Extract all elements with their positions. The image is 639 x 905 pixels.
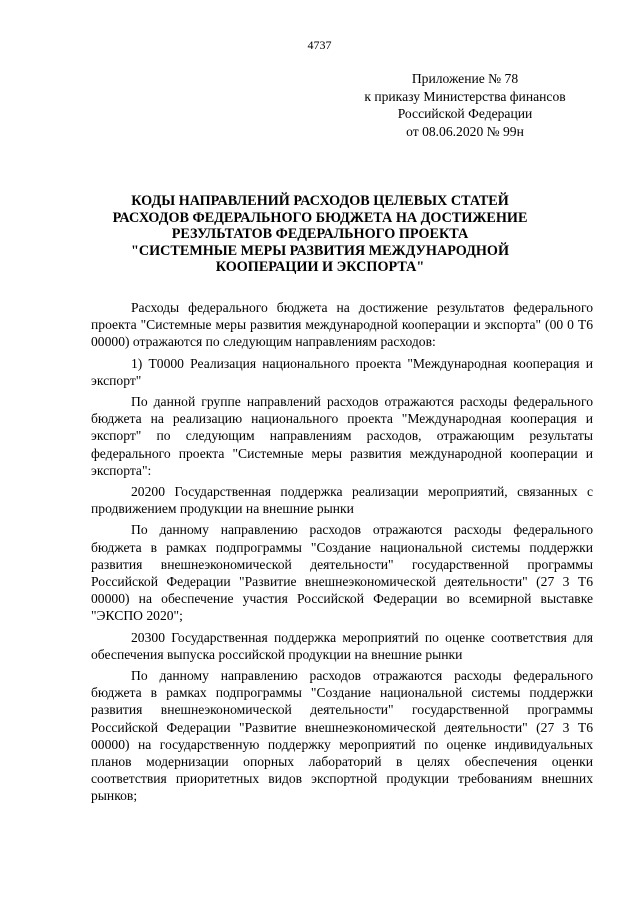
appendix-header	[330, 70, 600, 140]
body-paragraph: 20300 Государственная поддержка мероприятий по оценке соответствия для обеспечения выпуска российской продукции на внешние рынки	[91, 629, 593, 662]
document-body	[91, 299, 593, 809]
body-paragraph: 1) Т0000 Реализация национального проекта "Международная кооперация и экспорт"	[91, 355, 593, 388]
appendix-date: от 08.06.2020 № 99н	[406, 123, 524, 139]
body-paragraph: По данному направлению расходов отражаются расходы федерального бюджета в рамках подпрограммы "Создание национальной системы поддержки развития внешнеэкономической деятельности" государственной программы Российской Федерации "Развитие внешнеэкономической деятельности" (27 3 Т6 00000) на обеспечение участия Российской Федерации во всемирной выставке "ЭКСПО 2020";	[91, 522, 593, 624]
body-paragraph: Расходы федерального бюджета на достижение результатов федерального проекта "Системные меры развития международной кооперации и экспорта" (00 0 Т6 00000) отражаются по следующим направлениям расходов:	[91, 300, 593, 350]
appendix-order-ref: к приказу Министерства финансов	[364, 88, 566, 104]
body-paragraph: 20200 Государственная поддержка реализации мероприятий, связанных с продвижением продукции на внешние рынки	[91, 484, 593, 517]
title-line: "СИСТЕМНЫЕ МЕРЫ РАЗВИТИЯ МЕЖДУНАРОДНОЙ	[130, 242, 509, 259]
appendix-number: Приложение № 78	[411, 71, 519, 86]
appendix-country: Российской Федерации	[397, 106, 533, 121]
title-line: КОДЫ НАПРАВЛЕНИЙ РАСХОДОВ ЦЕЛЕВЫХ СТАТЕЙ	[131, 193, 509, 209]
body-paragraph: По данному направлению расходов отражаются расходы федерального бюджета в рамках подпрограммы "Создание национальной системы поддержки развития внешнеэкономической деятельности" государственной программы Российской Федерации "Развитие внешнеэкономической деятельности" (27 3 Т6 00000) на государственную поддержку мероприятий по оценке индивидуальных планов модернизации опорных лабораторий в целях обеспечения оценки соответствия приоритетных видов экспортной продукции требованиям внешних рынков;	[91, 668, 593, 804]
page-number: 4737	[307, 38, 332, 52]
title-line: КООПЕРАЦИИ И ЭКСПОРТА"	[215, 259, 425, 276]
document-title	[80, 193, 560, 276]
title-line: РАСХОДОВ ФЕДЕРАЛЬНОГО БЮДЖЕТА НА ДОСТИЖЕНИЕ	[112, 209, 528, 226]
title-line: РЕЗУЛЬТАТОВ ФЕДЕРАЛЬНОГО ПРОЕКТА	[171, 226, 469, 243]
body-paragraph: По данной группе направлений расходов отражаются расходы федерального бюджета на реализацию национального проекта "Международная кооперация и экспорт" по следующим направлениям расходов, отражающим результаты федерального проекта "Системные меры развития международной кооперации и экспорта":	[91, 394, 593, 478]
